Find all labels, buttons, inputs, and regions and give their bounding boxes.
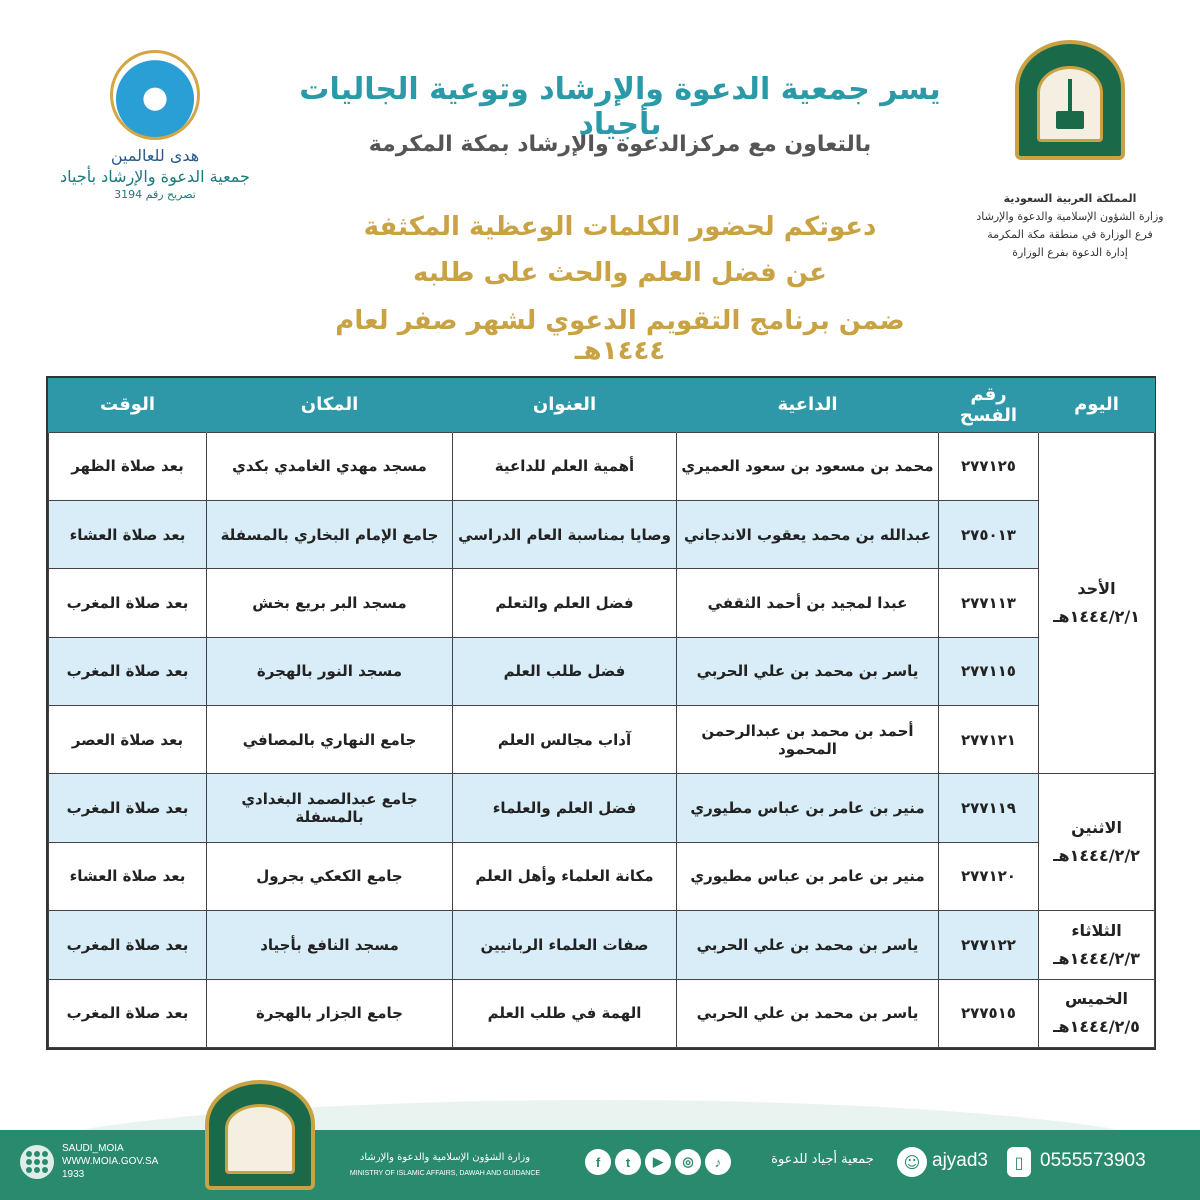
day-date: ١٤٤٤/٢/١هـ — [1053, 606, 1140, 626]
moia-text — [62, 1142, 158, 1181]
youtube-icon[interactable]: ▶ — [645, 1149, 671, 1175]
permit-cell: ٢٧٧١١٣ — [939, 569, 1039, 637]
invite-line1: دعوتكم لحضور الكلمات الوعظية المكثفة — [363, 212, 877, 242]
header-preacher: الداعية — [677, 378, 939, 432]
ministry-branding — [955, 40, 1185, 262]
preacher-cell: منير بن عامر بن عباس مطيوري — [677, 842, 939, 910]
moia-footer-name-en: MINISTRY OF ISLAMIC AFFAIRS, DAWAH AND GUIDANCE — [349, 1170, 541, 1177]
invite-line2: عن فضل العلم والحث على طلبه — [413, 258, 827, 288]
title-cell: الهمة في طلب العلم — [453, 979, 677, 1048]
time-cell: بعد صلاة المغرب — [49, 979, 207, 1048]
moia-contact — [20, 1142, 190, 1181]
permit-cell: ٢٧٧١٢٢ — [939, 911, 1039, 979]
permit-cell: ٢٧٧١٢١ — [939, 706, 1039, 774]
day-cell-sunday — [1039, 432, 1155, 774]
page-subtitle: بالتعاون مع مركزالدعوة والإرشاد بمكة المكرمة — [368, 132, 872, 157]
handle-icon: ☺ — [897, 1147, 927, 1177]
day-cell-thursday — [1039, 979, 1155, 1048]
time-cell: بعد صلاة المغرب — [49, 569, 207, 637]
hoda-logo-icon — [110, 50, 200, 140]
time-cell: بعد صلاة العشاء — [49, 500, 207, 568]
moia-site[interactable]: WWW.MOIA.GOV.SA — [62, 1156, 159, 1167]
ministry-line2: وزارة الشؤون الإسلامية والدعوة والإرشاد — [976, 210, 1164, 223]
preacher-cell: أحمد بن محمد بن عبدالرحمن المحمود — [677, 706, 939, 774]
ministry-text — [955, 190, 1185, 262]
header-place: المكان — [207, 378, 453, 432]
time-cell: بعد صلاة العشاء — [49, 842, 207, 910]
day-cell-monday — [1039, 774, 1155, 911]
preacher-cell: ياسر بن محمد بن علي الحربي — [677, 979, 939, 1048]
ministry-line1: المملكة العربية السعودية — [1003, 192, 1137, 205]
table-row — [49, 706, 1155, 774]
table-header-row — [49, 378, 1155, 432]
day-name: الخميس — [1065, 989, 1128, 1009]
place-cell: جامع الجزار بالهجرة — [207, 979, 453, 1048]
footer-handle[interactable]: ajyad3 — [932, 1150, 988, 1171]
place-cell: جامع الكعكي بجرول — [207, 842, 453, 910]
schedule-table — [46, 376, 1156, 1050]
day-date: ١٤٤٤/٢/٢هـ — [1053, 846, 1140, 866]
invite-line3: ضمن برنامج التقويم الدعوي لشهر صفر لعام ١٤٤٤هـ — [335, 306, 905, 366]
day-name: الثلاثاء — [1071, 920, 1122, 940]
permit-cell: ٢٧٧٥١٥ — [939, 979, 1039, 1048]
title-cell: آداب مجالس العلم — [453, 706, 677, 774]
table-row — [49, 979, 1155, 1048]
footer-phone[interactable]: 0555573903 — [1040, 1150, 1146, 1171]
ministry-line4: إدارة الدعوة بفرع الوزارة — [1012, 246, 1128, 259]
header-permit: رقم الفسح — [939, 378, 1039, 432]
title-cell: فضل طلب العلم — [453, 637, 677, 705]
time-cell: بعد صلاة المغرب — [49, 911, 207, 979]
table-row — [49, 500, 1155, 568]
place-cell: مسجد البر بريع بخش — [207, 569, 453, 637]
place-cell: جامع الإمام البخاري بالمسفلة — [207, 500, 453, 568]
moia-handle: SAUDI_MOIA — [62, 1143, 124, 1154]
permit-cell: ٢٧٧١١٩ — [939, 774, 1039, 842]
time-cell: بعد صلاة العصر — [49, 706, 207, 774]
footer-ministry-emblem-icon — [205, 1080, 315, 1190]
header-time: الوقت — [49, 378, 207, 432]
header-day: اليوم — [1039, 378, 1155, 432]
twitter-icon[interactable]: t — [615, 1149, 641, 1175]
title-cell: وصايا بمناسبة العام الدراسي — [453, 500, 677, 568]
permit-cell: ٢٧٧١٢٥ — [939, 432, 1039, 500]
phone-icon: ▯ — [1007, 1147, 1031, 1177]
header-title: العنوان — [453, 378, 677, 432]
time-cell: بعد صلاة المغرب — [49, 774, 207, 842]
table-row — [49, 774, 1155, 842]
title-cell: فضل العلم والعلماء — [453, 774, 677, 842]
day-name: الأحد — [1077, 578, 1116, 598]
title-cell: مكانة العلماء وأهل العلم — [453, 842, 677, 910]
hoda-name: هدى للعالمين — [110, 146, 200, 165]
hoda-org: جمعية الدعوة والإرشاد بأجياد — [60, 167, 250, 186]
title-cell: فضل العلم والتعلم — [453, 569, 677, 637]
hoda-branding — [30, 50, 280, 201]
tiktok-icon[interactable]: ♪ — [705, 1149, 731, 1175]
day-date: ١٤٤٤/٢/٣هـ — [1053, 948, 1140, 968]
title-cell: صفات العلماء الربانيين — [453, 911, 677, 979]
table-row — [49, 842, 1155, 910]
preacher-cell: ياسر بن محمد بن علي الحربي — [677, 637, 939, 705]
day-cell-tuesday — [1039, 911, 1155, 979]
preacher-cell: منير بن عامر بن عباس مطيوري — [677, 774, 939, 842]
time-cell: بعد صلاة المغرب — [49, 637, 207, 705]
table-row — [49, 432, 1155, 500]
instagram-icon[interactable]: ◎ — [675, 1149, 701, 1175]
preacher-cell: عبدالله بن محمد يعقوب الاندجاني — [677, 500, 939, 568]
page-title: يسر جمعية الدعوة والإرشاد وتوعية الجاليات بأجياد — [299, 72, 941, 142]
social-icons — [585, 1149, 731, 1175]
preacher-cell: ياسر بن محمد بن علي الحربي — [677, 911, 939, 979]
facebook-icon[interactable]: f — [585, 1149, 611, 1175]
place-cell: جامع عبدالصمد البغدادي بالمسفلة — [207, 774, 453, 842]
preacher-cell: محمد بن مسعود بن سعود العميري — [677, 432, 939, 500]
footer-org: جمعية أجياد للدعوة — [771, 1152, 874, 1167]
table-row — [49, 569, 1155, 637]
table-row — [49, 911, 1155, 979]
ministry-line3: فرع الوزارة في منطقة مكة المكرمة — [987, 228, 1153, 241]
hoda-license: تصريح رقم 3194 — [114, 188, 196, 201]
day-date: ١٤٤٤/٢/٥هـ — [1053, 1017, 1140, 1037]
moia-footer-name: وزارة الشؤون الإسلامية والدعوة والإرشاد — [359, 1152, 531, 1163]
permit-cell: ٢٧٧١١٥ — [939, 637, 1039, 705]
place-cell: مسجد مهدي الغامدي بكدي — [207, 432, 453, 500]
title-cell: أهمية العلم للداعية — [453, 432, 677, 500]
day-name: الاثنين — [1071, 818, 1122, 838]
permit-cell: ٢٧٧١٢٠ — [939, 842, 1039, 910]
place-cell: مسجد النافع بأجياد — [207, 911, 453, 979]
place-cell: جامع النهاري بالمصافي — [207, 706, 453, 774]
table-row — [49, 637, 1155, 705]
permit-cell: ٢٧٥٠١٣ — [939, 500, 1039, 568]
ministry-emblem-icon — [1015, 40, 1125, 160]
preacher-cell: عبدا لمجيد بن أحمد الثقفي — [677, 569, 939, 637]
moia-dots-icon — [20, 1145, 54, 1179]
moia-year: 1933 — [62, 1169, 85, 1180]
place-cell: مسجد النور بالهجرة — [207, 637, 453, 705]
time-cell: بعد صلاة الظهر — [49, 432, 207, 500]
